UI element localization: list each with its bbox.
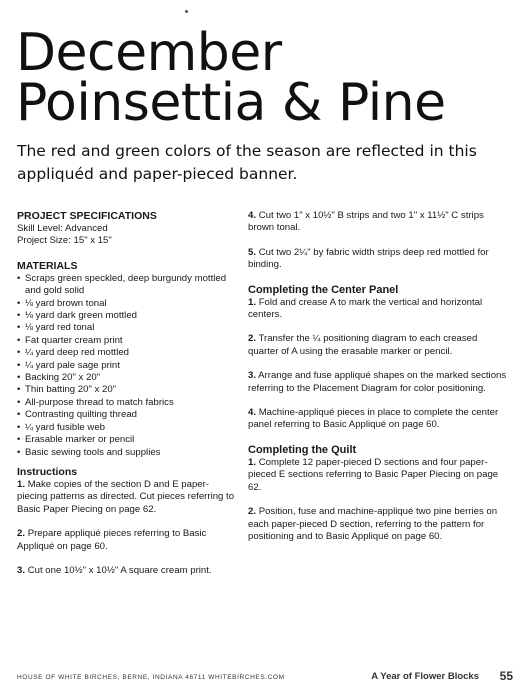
material-item: • Scraps green speckled, deep burgundy mottled and gold solid: [17, 273, 239, 298]
step-text: Machine-appliqué pieces in place to complete the center panel referring to Basic Appliqué on page 60.: [248, 407, 499, 431]
instruction-step: [17, 479, 239, 516]
step-number: 1.: [248, 456, 257, 468]
step-text: Make copies of the section D and E paper-piecing patterns as directed. Cut pieces referring to Basic Paper Piecing on page 62.: [17, 478, 235, 515]
instruction-step: [248, 210, 510, 235]
material-item: • ⅛ yard red tonal: [17, 322, 239, 334]
step-text: Fold and crease A to mark the vertical and horizontal centers.: [248, 296, 483, 321]
materials-list: [17, 273, 239, 459]
step-number: 5.: [248, 246, 257, 258]
instruction-step: [17, 528, 239, 553]
material-item: • ¼ yard deep red mottled: [17, 347, 239, 359]
step-text: Transfer the ¼ positioning diagram to each creased quarter of A using the erasable marker or pencil.: [248, 333, 478, 357]
step-text: Arrange and fuse appliqué shapes on the marked sections referring to the Placement Diagram for color positioning.: [248, 370, 507, 394]
instructions-heading: Instructions: [17, 465, 78, 478]
instruction-step: [248, 370, 510, 395]
skill-level: Skill Level: Advanced: [17, 223, 108, 234]
material-item: • ¼ yard fusible web: [17, 422, 239, 434]
material-item: • Fat quarter cream print: [17, 335, 239, 347]
title-line-2: Poinsettia & Pine: [16, 73, 446, 133]
step-number: 2.: [17, 528, 26, 540]
materials-heading: MATERIALS: [17, 259, 78, 272]
instruction-step: [17, 565, 239, 577]
step-number: 2.: [248, 506, 257, 518]
page-footer: [17, 670, 513, 684]
step-number: 2.: [248, 333, 257, 345]
material-item: • ¼ yard pale sage print: [17, 360, 239, 372]
right-column: [248, 210, 510, 555]
book-title: A Year of Flower Blocks: [371, 671, 479, 682]
instruction-step: [248, 506, 510, 543]
title-line-1: December: [16, 23, 282, 83]
instruction-step: [248, 297, 510, 322]
instruction-step: [248, 247, 510, 272]
material-item: • Erasable marker or pencil: [17, 434, 239, 446]
page-number: 55: [499, 669, 513, 683]
material-item: • Contrasting quilting thread: [17, 409, 239, 421]
step-text: Prepare appliqué pieces referring to Basic Appliqué on page 60.: [17, 528, 207, 552]
step-number: 3.: [248, 370, 257, 382]
step-number: 3.: [17, 564, 26, 576]
material-item: • Backing 20" x 20": [17, 372, 239, 384]
material-item: • ⅛ yard brown tonal: [17, 298, 239, 310]
left-column: [17, 210, 239, 589]
material-item: • Basic sewing tools and supplies: [17, 447, 239, 459]
subtitle: The red and green colors of the season are reflected in this appliquéd and paper-pieced banner.: [17, 142, 477, 183]
center-panel-heading: Completing the Center Panel: [248, 283, 399, 296]
material-item: • ⅛ yard dark green mottled: [17, 310, 239, 322]
publisher-line: HOUSE OF WHITE BIRCHES, BERNE, INDIANA 46711 WHITEBIRCHES.COM: [17, 674, 285, 681]
step-text: Cut one 10½" x 10½" A square cream print.: [27, 564, 212, 576]
step-number: 4.: [248, 210, 257, 221]
project-size: Project Size: 15" x 15": [17, 235, 112, 247]
specs-heading: PROJECT SPECIFICATIONS: [17, 210, 157, 222]
step-text: Cut two 2¼" by fabric width strips deep red mottled for binding.: [248, 246, 489, 271]
material-item: • All-purpose thread to match fabrics: [17, 397, 239, 409]
step-text: Position, fuse and machine-appliqué two pine berries on each paper-pieced D section, referring to the pattern for positioning and to Basic Appliqué on page 60.: [248, 506, 498, 542]
step-number: 4.: [248, 407, 257, 419]
instruction-step: [248, 407, 510, 432]
decorative-dot: [185, 10, 188, 13]
instruction-step: [248, 333, 510, 358]
quilt-heading: Completing the Quilt: [248, 443, 357, 456]
step-number: 1.: [17, 478, 26, 490]
step-text: Cut two 1" x 10½" B strips and two 1" x 11½" C strips brown tonal.: [248, 210, 484, 234]
page-title: [16, 23, 446, 133]
instruction-step: [248, 457, 510, 494]
step-text: Complete 12 paper-pieced D sections and four paper-pieced E sections referring to Basic Paper Piecing on page 62.: [248, 456, 499, 493]
material-item: • Thin batting 20" x 20": [17, 384, 239, 396]
step-number: 1.: [248, 296, 257, 308]
